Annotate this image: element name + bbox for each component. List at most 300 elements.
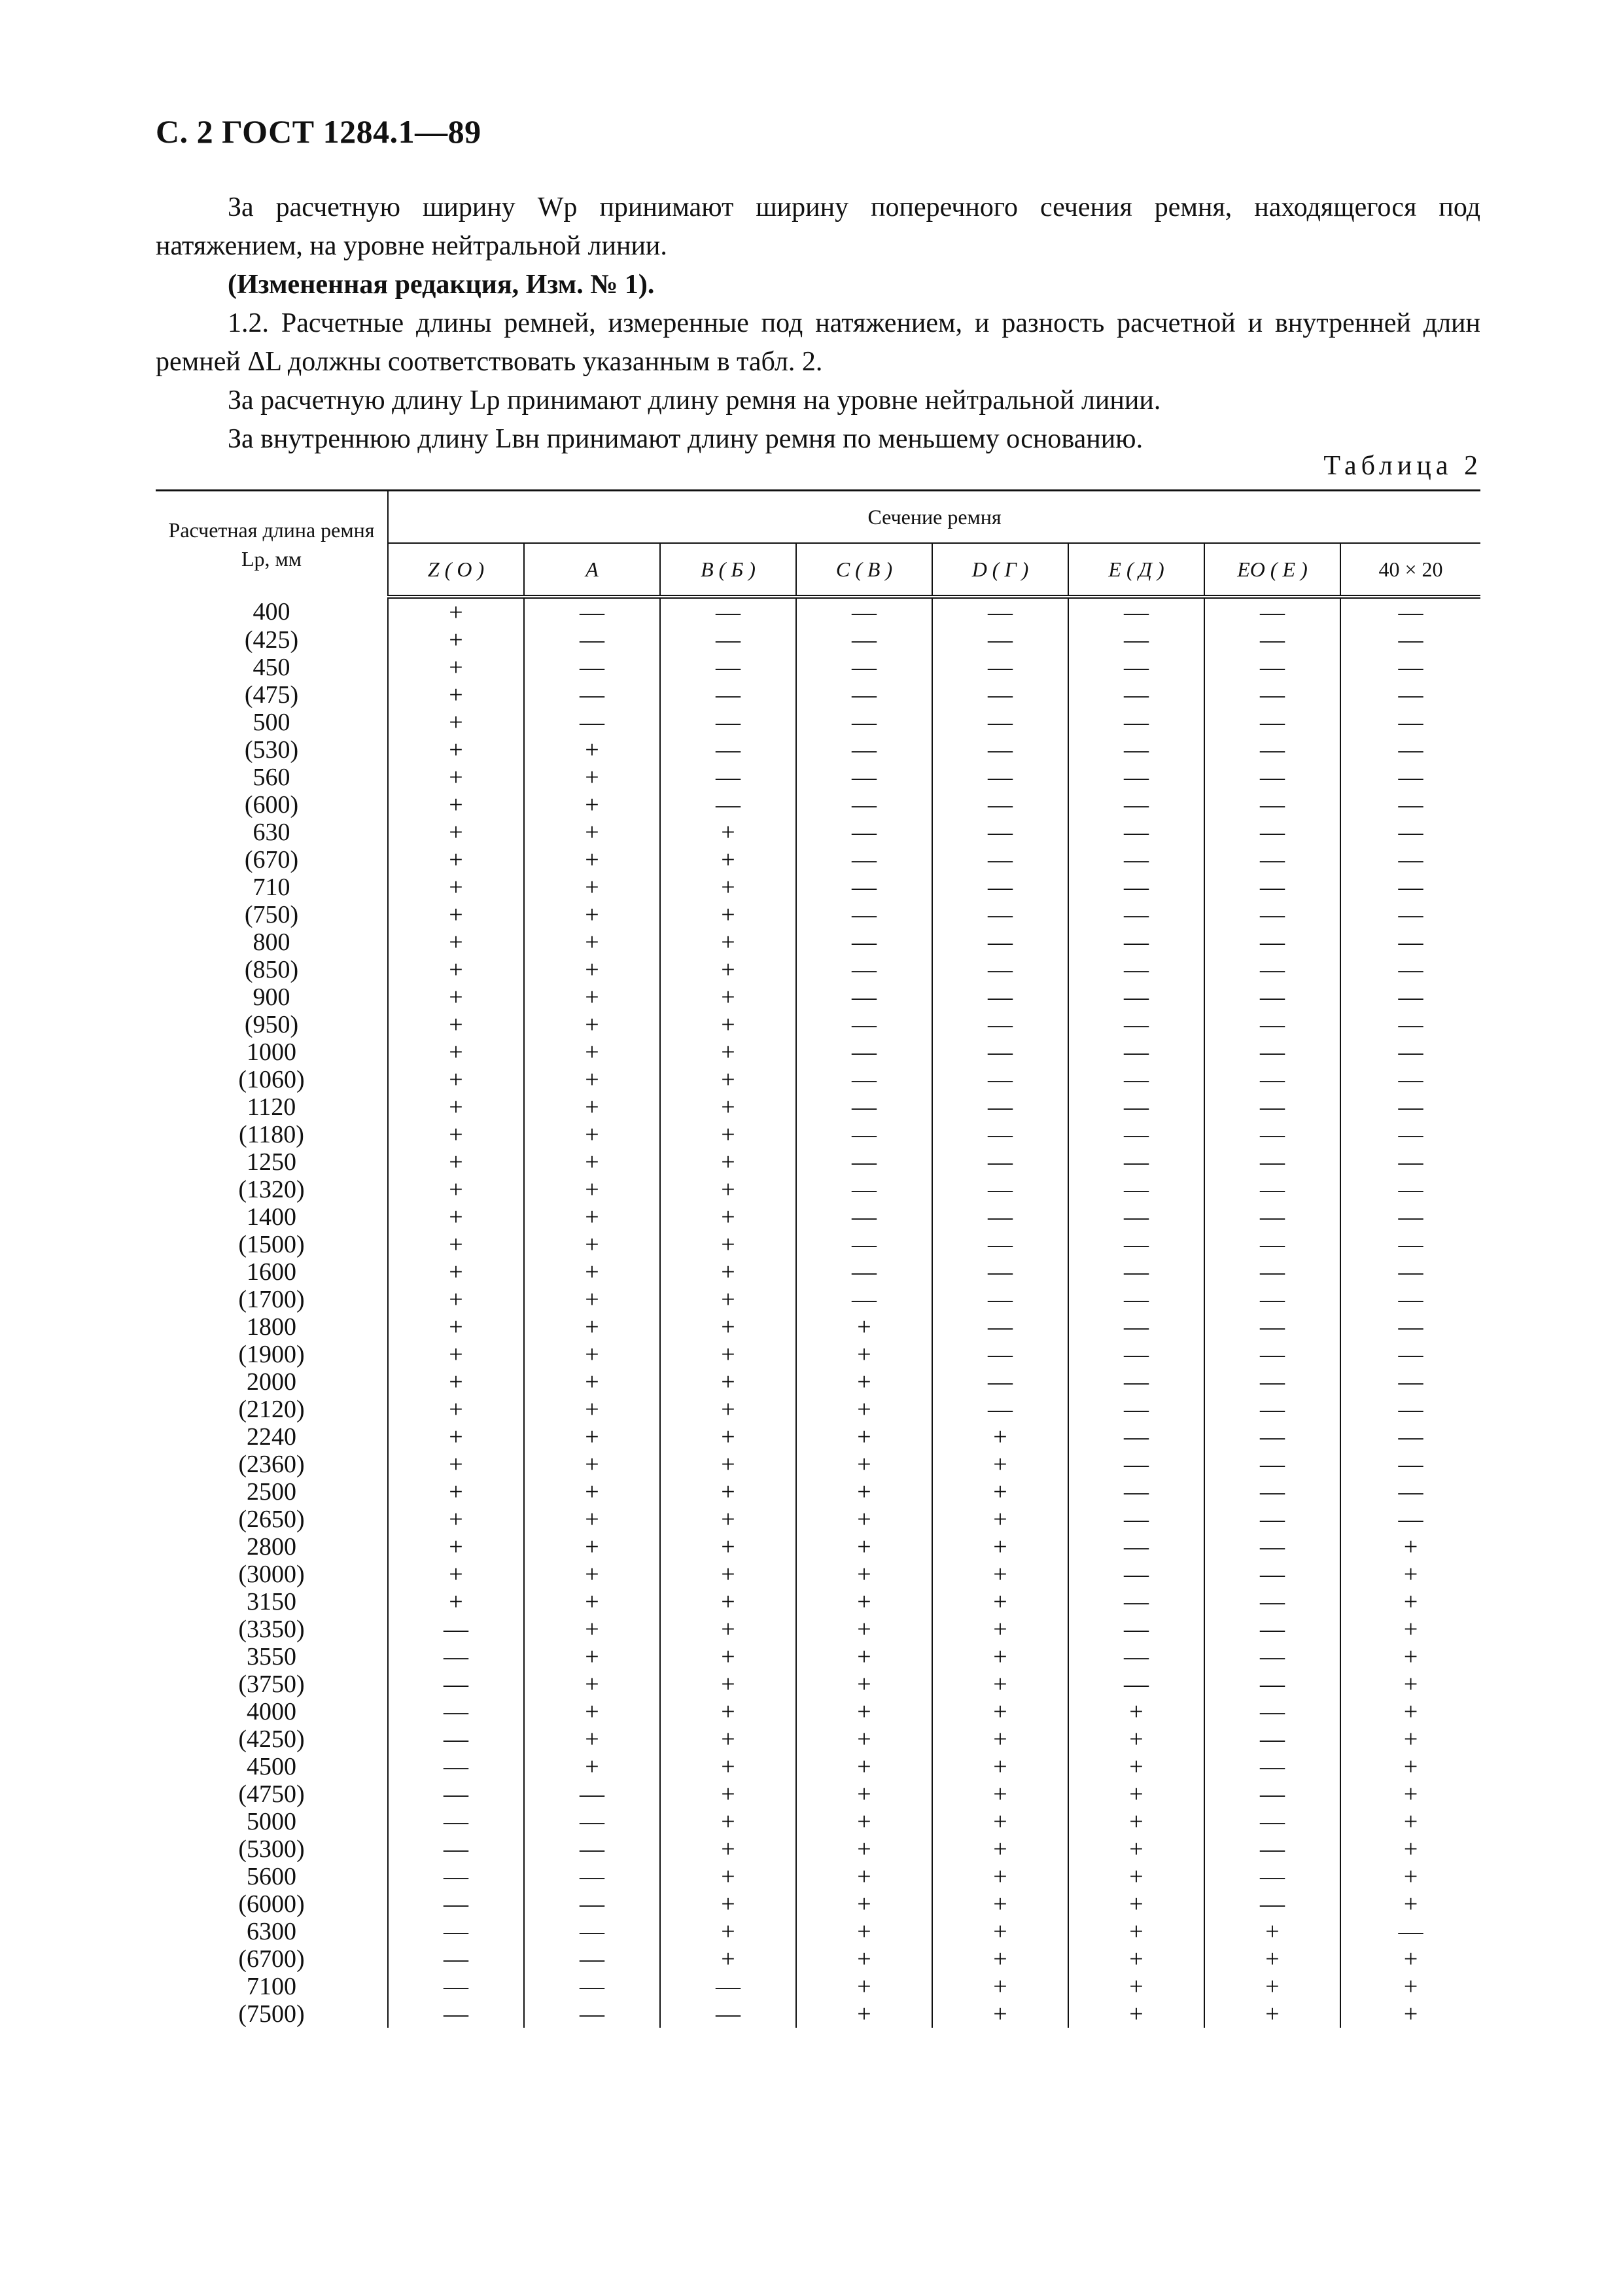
length-cell: 1800 — [156, 1313, 388, 1341]
section-availability-cell: + — [932, 1616, 1068, 1643]
table-row — [156, 1176, 1480, 1203]
section-availability-cell: — — [388, 1808, 524, 1835]
table-row — [156, 1533, 1480, 1561]
section-availability-cell: — — [1204, 1286, 1340, 1313]
section-availability-cell: + — [1204, 1973, 1340, 2000]
length-cell: 1000 — [156, 1038, 388, 1066]
length-cell: (3750) — [156, 1670, 388, 1698]
section-availability-cell: + — [388, 1148, 524, 1176]
section-availability-cell: + — [524, 1533, 660, 1561]
section-availability-cell: — — [1398, 1286, 1423, 1313]
section-availability-cell: — — [1204, 1341, 1340, 1368]
section-availability-cell: + — [1403, 1808, 1418, 1835]
section-availability-cell: + — [388, 1011, 524, 1038]
section-availability-cell: + — [932, 1863, 1068, 1890]
table-row — [156, 1808, 1480, 1835]
section-availability-cell: — — [1068, 764, 1204, 791]
body-text — [156, 188, 1480, 459]
section-availability-cell: — — [1204, 846, 1340, 874]
section-availability-cell: + — [660, 1423, 796, 1451]
section-availability-cell: — — [1204, 1038, 1340, 1066]
section-availability-cell: — — [388, 1835, 524, 1863]
section-availability-cell: + — [660, 1918, 796, 1945]
section-availability-cell: + — [524, 791, 660, 819]
section-availability-cell: + — [660, 1451, 796, 1478]
section-availability-cell: + — [932, 1753, 1068, 1780]
table-row — [156, 626, 1480, 654]
length-cell: (850) — [156, 956, 388, 983]
section-availability-cell: — — [1068, 846, 1204, 874]
section-availability-cell: + — [388, 1368, 524, 1396]
section-availability-cell: + — [524, 1066, 660, 1093]
table-row — [156, 1506, 1480, 1533]
section-availability-cell: — — [388, 1753, 524, 1780]
section-availability-cell: — — [932, 1341, 1068, 1368]
section-availability-cell: — — [1204, 1396, 1340, 1423]
section-availability-cell: + — [796, 1451, 932, 1478]
section-availability-cell: — — [1398, 1066, 1423, 1093]
table-body — [156, 597, 1480, 2028]
length-cell: 7100 — [156, 1973, 388, 2000]
section-availability-cell: — — [1068, 626, 1204, 654]
section-availability-cell: — — [1398, 1258, 1423, 1286]
section-availability-cell: — — [524, 626, 660, 654]
section-column-header: E ( Д ) — [1068, 543, 1204, 597]
table-row — [156, 901, 1480, 928]
section-availability-cell: — — [1398, 791, 1423, 819]
section-availability-cell: — — [1068, 1286, 1204, 1313]
section-availability-cell: — — [796, 1148, 932, 1176]
section-availability-cell: + — [524, 1423, 660, 1451]
section-availability-cell: + — [660, 874, 796, 901]
section-availability-cell: + — [660, 1945, 796, 1973]
section-availability-cell: — — [388, 1890, 524, 1918]
section-availability-cell: — — [1068, 1423, 1204, 1451]
table-row — [156, 736, 1480, 764]
length-cell: 3150 — [156, 1588, 388, 1616]
section-availability-cell: — — [932, 956, 1068, 983]
length-cell: (1060) — [156, 1066, 388, 1093]
section-availability-cell: + — [388, 983, 524, 1011]
section-availability-cell: + — [524, 901, 660, 928]
section-availability-cell: + — [524, 1396, 660, 1423]
section-availability-cell: — — [932, 791, 1068, 819]
section-availability-cell: — — [1068, 1121, 1204, 1148]
section-availability-cell: + — [388, 1121, 524, 1148]
length-cell: (3000) — [156, 1561, 388, 1588]
section-availability-cell: — — [1398, 1203, 1423, 1231]
table-row — [156, 1203, 1480, 1231]
section-availability-cell: + — [796, 1835, 932, 1863]
section-availability-cell: + — [660, 1203, 796, 1231]
section-availability-cell: — — [1204, 1533, 1340, 1561]
section-availability-cell: — — [660, 791, 796, 819]
section-availability-cell: — — [1204, 1753, 1340, 1780]
section-availability-cell: + — [932, 1945, 1068, 1973]
section-availability-cell: — — [1068, 1478, 1204, 1506]
section-availability-cell: — — [932, 1368, 1068, 1396]
section-availability-cell: — — [1398, 709, 1423, 736]
section-availability-cell: + — [524, 1258, 660, 1286]
section-availability-cell: + — [1403, 1945, 1418, 1973]
length-cell: (1900) — [156, 1341, 388, 1368]
section-availability-cell: — — [932, 983, 1068, 1011]
section-availability-cell: + — [524, 1698, 660, 1725]
section-availability-cell: + — [660, 1066, 796, 1093]
section-availability-cell: + — [660, 1313, 796, 1341]
section-availability-cell: — — [660, 2000, 796, 2028]
section-availability-cell: — — [388, 2000, 524, 2028]
section-column-header: Z ( O ) — [388, 543, 524, 597]
section-availability-cell: + — [932, 1973, 1068, 2000]
section-availability-cell: + — [1403, 1643, 1418, 1670]
section-availability-cell: — — [1398, 1506, 1423, 1533]
section-availability-cell: + — [1068, 1863, 1204, 1890]
section-availability-cell: — — [524, 654, 660, 681]
section-availability-cell: — — [1398, 928, 1423, 956]
page-header: С. 2 ГОСТ 1284.1—89 — [156, 113, 481, 150]
belt-length-table — [156, 489, 1480, 2028]
section-availability-cell: — — [1068, 1533, 1204, 1561]
section-availability-cell: + — [932, 1698, 1068, 1725]
section-availability-cell: + — [1068, 1945, 1204, 1973]
section-availability-cell: — — [1068, 1038, 1204, 1066]
section-availability-cell: + — [524, 819, 660, 846]
length-cell: 900 — [156, 983, 388, 1011]
length-cell: (6700) — [156, 1945, 388, 1973]
section-availability-cell: + — [932, 1561, 1068, 1588]
section-availability-cell: + — [660, 1808, 796, 1835]
section-availability-cell: — — [1068, 736, 1204, 764]
section-availability-cell: — — [1204, 1423, 1340, 1451]
section-availability-cell: — — [1068, 956, 1204, 983]
section-availability-cell: — — [1398, 1423, 1423, 1451]
length-cell: (1500) — [156, 1231, 388, 1258]
section-column-header: EO ( E ) — [1204, 543, 1340, 597]
paragraph-pitch-width: За расчетную ширину Wр принимают ширину поперечного сечения ремня, находящегося под натяжением, на уровне нейтральной линии. — [156, 192, 1480, 261]
section-availability-cell: — — [1204, 654, 1340, 681]
section-availability-cell: — — [1204, 1698, 1340, 1725]
section-column-header: A — [524, 543, 660, 597]
section-availability-cell: + — [796, 1945, 932, 1973]
section-availability-cell: — — [796, 736, 932, 764]
section-column-header: 40 × 20 — [1340, 543, 1480, 597]
length-column-header: Расчетная длина ремня Lр, мм — [156, 491, 388, 597]
paragraph-clause-1-2: 1.2. Расчетные длины ремней, измеренные под натяжением, и разность расчетной и внутренней длин ремней ΔL должны соответствовать указанным в табл. 2. — [156, 308, 1480, 377]
section-availability-cell: — — [1204, 1203, 1340, 1231]
section-availability-cell: + — [796, 2000, 932, 2028]
section-availability-cell: + — [660, 819, 796, 846]
section-availability-cell: + — [796, 1506, 932, 1533]
section-availability-cell: + — [660, 1725, 796, 1753]
section-availability-cell: — — [796, 1176, 932, 1203]
section-availability-cell: + — [388, 1258, 524, 1286]
section-availability-cell: + — [1403, 1973, 1418, 2000]
section-availability-cell: — — [932, 1176, 1068, 1203]
section-availability-cell: — — [660, 626, 796, 654]
section-availability-cell: — — [932, 597, 1068, 626]
section-availability-cell: + — [1403, 1561, 1418, 1588]
section-availability-cell: — — [932, 654, 1068, 681]
section-availability-cell: + — [796, 1341, 932, 1368]
section-availability-cell: + — [524, 1341, 660, 1368]
section-availability-cell: — — [524, 2000, 660, 2028]
section-availability-cell: + — [388, 736, 524, 764]
table-row — [156, 1286, 1480, 1313]
section-availability-cell: — — [1204, 736, 1340, 764]
section-availability-cell: — — [660, 597, 796, 626]
section-availability-cell: + — [796, 1368, 932, 1396]
section-availability-cell: + — [1204, 2000, 1340, 2028]
section-availability-cell: + — [524, 1286, 660, 1313]
section-availability-cell: — — [796, 1258, 932, 1286]
section-availability-cell: + — [660, 1616, 796, 1643]
section-availability-cell: — — [932, 846, 1068, 874]
section-availability-cell: — — [1068, 1011, 1204, 1038]
section-availability-cell: — — [932, 1313, 1068, 1341]
table-row — [156, 1698, 1480, 1725]
section-availability-cell: + — [660, 1698, 796, 1725]
section-availability-cell: — — [388, 1780, 524, 1808]
section-availability-cell: + — [388, 1533, 524, 1561]
length-cell: 5000 — [156, 1808, 388, 1835]
section-availability-cell: — — [1068, 928, 1204, 956]
section-availability-cell: + — [660, 983, 796, 1011]
section-column-header: C ( B ) — [796, 543, 932, 597]
table-row — [156, 764, 1480, 791]
section-availability-cell: — — [1204, 1011, 1340, 1038]
section-availability-cell: — — [796, 597, 932, 626]
section-availability-cell: — — [1068, 1341, 1204, 1368]
section-availability-cell: — — [1068, 597, 1204, 626]
section-availability-cell: — — [932, 901, 1068, 928]
section-availability-cell: — — [660, 764, 796, 791]
section-availability-cell: — — [1068, 1203, 1204, 1231]
section-availability-cell: — — [1398, 1313, 1423, 1341]
section-availability-cell: + — [388, 956, 524, 983]
section-availability-cell: — — [932, 1231, 1068, 1258]
section-availability-cell: — — [796, 626, 932, 654]
section-availability-cell: + — [388, 1561, 524, 1588]
section-availability-cell: + — [1068, 1918, 1204, 1945]
table-row — [156, 1725, 1480, 1753]
section-availability-cell: + — [660, 1478, 796, 1506]
section-availability-cell: + — [660, 1258, 796, 1286]
section-availability-cell: — — [1068, 791, 1204, 819]
table-row — [156, 1918, 1480, 1945]
table-row — [156, 1423, 1480, 1451]
table-row — [156, 1368, 1480, 1396]
section-availability-cell: + — [524, 956, 660, 983]
section-availability-cell: + — [660, 1011, 796, 1038]
section-availability-cell: — — [1204, 597, 1340, 626]
section-availability-cell: — — [388, 1643, 524, 1670]
section-availability-cell: — — [796, 1038, 932, 1066]
section-availability-cell: — — [1068, 1176, 1204, 1203]
section-availability-cell: + — [796, 1313, 932, 1341]
section-availability-cell: + — [388, 791, 524, 819]
section-availability-cell: — — [796, 654, 932, 681]
section-availability-cell: + — [660, 1670, 796, 1698]
section-availability-cell: — — [1068, 1643, 1204, 1670]
table-row — [156, 1478, 1480, 1506]
section-availability-cell: — — [932, 1011, 1068, 1038]
table-row — [156, 928, 1480, 956]
section-availability-cell: — — [932, 1203, 1068, 1231]
section-availability-cell: + — [660, 1286, 796, 1313]
length-cell: (670) — [156, 846, 388, 874]
table-row — [156, 1670, 1480, 1698]
section-availability-cell: + — [388, 1203, 524, 1231]
section-availability-cell: + — [1068, 1835, 1204, 1863]
section-availability-cell: — — [932, 1093, 1068, 1121]
section-availability-cell: + — [388, 901, 524, 928]
section-availability-cell: + — [388, 709, 524, 736]
table-row — [156, 1121, 1480, 1148]
table-row — [156, 1616, 1480, 1643]
length-cell: 3550 — [156, 1643, 388, 1670]
length-cell: 6300 — [156, 1918, 388, 1945]
section-availability-cell: — — [1204, 874, 1340, 901]
section-availability-cell: — — [796, 1121, 932, 1148]
length-cell: (530) — [156, 736, 388, 764]
section-availability-cell: — — [796, 1011, 932, 1038]
section-availability-cell: + — [660, 1561, 796, 1588]
section-availability-cell: — — [932, 681, 1068, 709]
section-availability-cell: — — [1398, 874, 1423, 901]
section-availability-cell: — — [796, 1231, 932, 1258]
table-row — [156, 1093, 1480, 1121]
length-cell: 500 — [156, 709, 388, 736]
length-cell: (2650) — [156, 1506, 388, 1533]
section-availability-cell: + — [524, 1148, 660, 1176]
length-cell: (7500) — [156, 2000, 388, 2028]
section-availability-cell: + — [1068, 2000, 1204, 2028]
section-availability-cell: — — [1068, 1561, 1204, 1588]
section-availability-cell: + — [524, 1176, 660, 1203]
section-availability-cell: — — [1204, 764, 1340, 791]
section-availability-cell: — — [1204, 1148, 1340, 1176]
section-availability-cell: + — [388, 1038, 524, 1066]
section-availability-cell: — — [796, 709, 932, 736]
section-availability-cell: + — [796, 1561, 932, 1588]
section-availability-cell: — — [932, 736, 1068, 764]
section-availability-cell: + — [660, 1121, 796, 1148]
section-availability-cell: + — [388, 1478, 524, 1506]
section-availability-cell: — — [1204, 1835, 1340, 1863]
section-availability-cell: + — [660, 1396, 796, 1423]
section-availability-cell: — — [524, 709, 660, 736]
section-availability-cell: — — [1398, 654, 1423, 681]
section-availability-cell: — — [1204, 1725, 1340, 1753]
section-availability-cell: — — [1204, 1506, 1340, 1533]
section-availability-cell: + — [660, 1588, 796, 1616]
section-availability-cell: + — [1068, 1808, 1204, 1835]
section-availability-cell: + — [932, 1780, 1068, 1808]
length-cell: (425) — [156, 626, 388, 654]
table-row — [156, 1231, 1480, 1258]
table-caption: Таблица 2 — [1323, 451, 1482, 481]
section-availability-cell: — — [932, 819, 1068, 846]
table-row — [156, 1258, 1480, 1286]
section-availability-cell: + — [796, 1643, 932, 1670]
section-availability-cell: + — [932, 1890, 1068, 1918]
section-availability-cell: — — [388, 1616, 524, 1643]
section-availability-cell: — — [1398, 1478, 1423, 1506]
section-availability-cell: — — [1204, 1808, 1340, 1835]
section-availability-cell: — — [1204, 1231, 1340, 1258]
section-availability-cell: + — [388, 846, 524, 874]
section-availability-cell: + — [660, 1093, 796, 1121]
length-cell: (950) — [156, 1011, 388, 1038]
table-row — [156, 1561, 1480, 1588]
section-availability-cell: — — [1068, 1368, 1204, 1396]
section-availability-cell: — — [796, 764, 932, 791]
section-availability-cell: + — [1403, 1588, 1418, 1616]
section-availability-cell: — — [796, 846, 932, 874]
section-availability-cell: — — [1204, 1451, 1340, 1478]
section-availability-cell: + — [524, 1725, 660, 1753]
table-row — [156, 1148, 1480, 1176]
section-availability-cell: + — [388, 654, 524, 681]
section-availability-cell: + — [796, 1670, 932, 1698]
section-availability-cell: + — [660, 928, 796, 956]
section-availability-cell: + — [796, 1918, 932, 1945]
section-availability-cell: — — [932, 764, 1068, 791]
section-availability-cell: + — [1403, 1863, 1418, 1890]
section-availability-cell: + — [932, 1451, 1068, 1478]
section-availability-cell: + — [660, 901, 796, 928]
section-availability-cell: + — [524, 1753, 660, 1780]
section-availability-cell: — — [1398, 736, 1423, 764]
section-availability-cell: + — [524, 1588, 660, 1616]
length-cell: 2000 — [156, 1368, 388, 1396]
table-row — [156, 1753, 1480, 1780]
section-availability-cell: + — [932, 2000, 1068, 2028]
section-availability-cell: + — [388, 681, 524, 709]
section-column-header: D ( Г ) — [932, 543, 1068, 597]
section-availability-cell: + — [388, 1313, 524, 1341]
section-availability-cell: + — [796, 1890, 932, 1918]
section-availability-cell: — — [932, 874, 1068, 901]
section-availability-cell: — — [1204, 791, 1340, 819]
length-cell: (600) — [156, 791, 388, 819]
section-availability-cell: — — [1398, 1011, 1423, 1038]
section-availability-cell: + — [1068, 1753, 1204, 1780]
section-availability-cell: + — [796, 1863, 932, 1890]
section-availability-cell: — — [1398, 901, 1423, 928]
length-cell: 2240 — [156, 1423, 388, 1451]
section-availability-cell: — — [932, 709, 1068, 736]
section-availability-cell: — — [1204, 1561, 1340, 1588]
table-row — [156, 1643, 1480, 1670]
table-row — [156, 819, 1480, 846]
table-row — [156, 1011, 1480, 1038]
section-availability-cell: — — [932, 928, 1068, 956]
section-availability-cell: + — [932, 1835, 1068, 1863]
section-availability-cell: — — [1398, 1231, 1423, 1258]
table-row — [156, 1038, 1480, 1066]
length-cell: 1120 — [156, 1093, 388, 1121]
section-availability-cell: — — [524, 1780, 660, 1808]
section-availability-cell: + — [796, 1478, 932, 1506]
section-availability-cell: — — [388, 1973, 524, 2000]
section-availability-cell: + — [524, 874, 660, 901]
table-row — [156, 1863, 1480, 1890]
section-availability-cell: — — [1068, 819, 1204, 846]
table-row — [156, 1780, 1480, 1808]
section-availability-cell: + — [524, 1121, 660, 1148]
